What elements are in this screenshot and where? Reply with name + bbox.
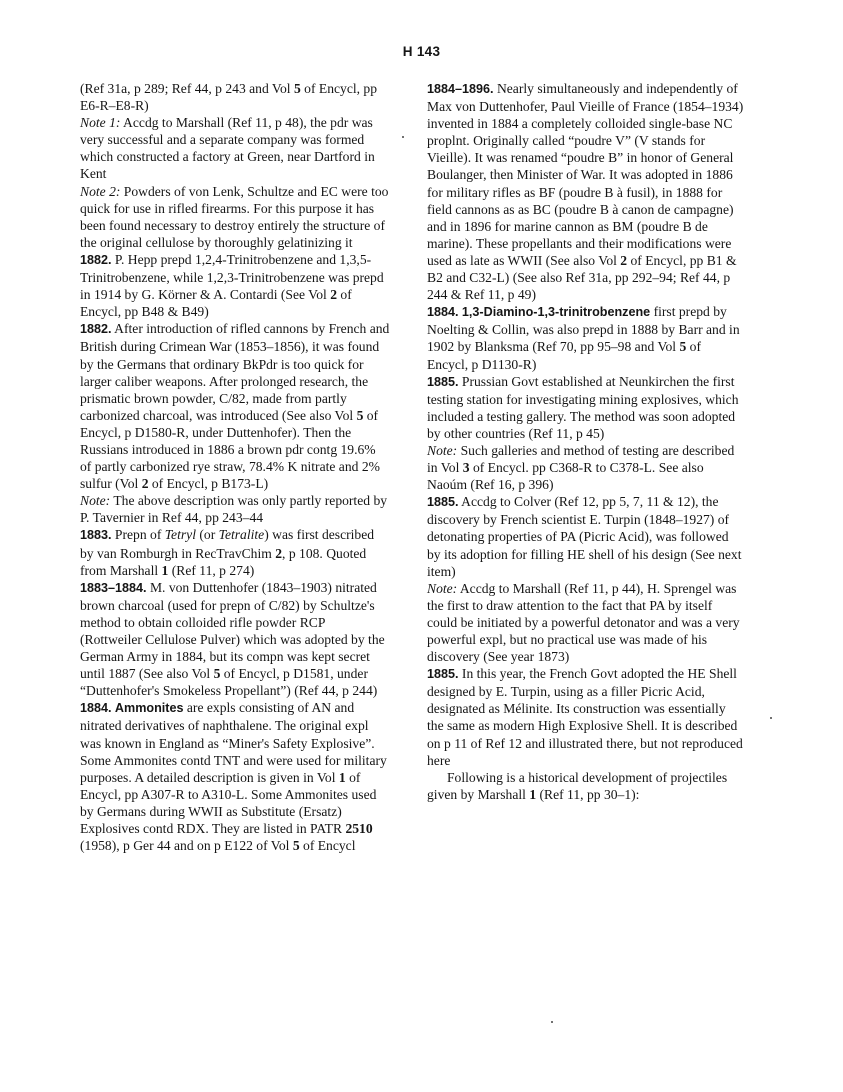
entry-1885-turpin-picric-acid: 1885. Accdg to Colver (Ref 12, pp 5, 7, 11 & 12), the discovery by French scientist E. Turpin (1848–1927) of detonating properties of PA (Picric Acid), was followed by its adoption for filling HE shell of his design (See next item) [427, 494, 742, 579]
scan-speck [551, 1021, 553, 1023]
entry-1882-brown-powder: 1882. After introduction of rifled cannons by French and British during Crimean War (1853–1856), it was found by the Germans that ordinary BkPdr is too quick for larger caliber weapons. After prolonged research, the prismatic brown powder, C/82, made from partly carbonized charcoal, was introduced (See also Vol 5 of Encycl, p D1580-R, under Duttenhofer). Then the Russians introduced in 1886 a brown pdr contg 19.6% of partly carbonized rye straw, 78.4% K nitrate and 2% sulfur (Vol 2 of Encycl, p B173-L) [80, 321, 390, 492]
left-column [80, 80, 390, 854]
page-number-header: H 143 [402, 44, 441, 59]
note-sprengel: Note: Accdg to Marshall (Ref 11, p 44), H. Sprengel was the first to draw attention to the fact that PA by itself could be initiated by a powerful detonator and was a very powerful expl, but no practical use was made of his discovery (See year 1873) [427, 580, 740, 665]
scan-speck [402, 136, 404, 138]
note-tavernier: Note: The above description was only partly reported by P. Tavernier in Ref 44, pp 243–44 [80, 493, 388, 526]
entry-1883-1884-duttenhofer: 1883–1884. M. von Duttenhofer (1843–1903) nitrated brown charcoal (used for prepn of C/82) by Schultze's method to obtain colloided rifle powder RCP (Rottweiler Cellulose Pulver) which was adopted by the German Army in 1884, but its compn was kept secret until 1887 (See also Vol 5 of Encycl, p D1581, under “Duttenhofer's Smokeless Propellant”) (Ref 44, p 244) [80, 579, 385, 699]
note-1: Note 1: Accdg to Marshall (Ref 11, p 48), the pdr was very successful and a separate company was formed which constructed a factory at Green, near Dartford in Kent [80, 115, 375, 182]
note-2: Note 2: Powders of von Lenk, Schultze and EC were too quick for use in rifled firearms. For this purpose it has been found necessary to destroy entirely the structure of the original cellulose by thoroughly gelatinizing it [80, 183, 389, 250]
right-column [427, 80, 745, 803]
entry-1885-testing-station: 1885. Prussian Govt established at Neunkirchen the first testing station for investigating mining explosives, which included a testing gallery. The method was soon adopted by other countries (Ref 11, p 45) [427, 373, 739, 441]
entry-1884-ammonites: 1884. Ammonites are expls consisting of AN and nitrated derivatives of naphthalene. The original expl was known in England as “Miner's Safety Explosive”. Some Ammonites contd TNT and were used for military purposes. A detailed description is given in Vol 1 of Encycl, pp A307-R to A310-L. Some Ammonites used by Germans during WWII as Substitute (Ersatz) Explosives contd RDX. They are listed in PATR 2510 (1958), p Ger 44 and on p E122 of Vol 5 of Encycl [80, 700, 387, 854]
entry-1882-trinitrobenzene: 1882. P. Hepp prepd 1,2,4-Trinitrobenzene and 1,3,5-Trinitrobenzene, while 1,2,3-Trinitrobenzene was prepd in 1914 by G. Körner & A. Contardi (See Vol 2 of Encycl, pp B48 & B49) [80, 251, 384, 320]
note-galleries: Note: Such galleries and method of testing are described in Vol 3 of Encycl. pp C368-R to C378-L. See also Naoúm (Ref 16, p 396) [427, 442, 735, 493]
entry-1884-1896-vieille: 1884–1896. Nearly simultaneously and independently of Max von Duttenhofer, Paul Vieille of France (1854–1934) invented in 1884 a completely colloided single-base NC proplnt. Originally called “poudre V” (V stands for Vieille). It was renamed “poudre B” in honor of General Boulanger, then Minister of War. It was adopted in 1886 for military rifles as BF (poudre B à fusil), in 1888 for field cannons as as BC (poudre B à canon de campagne) and in 1896 for marine cannon as BM (poudre B de marine). These propellants and their modifications were used as late as WWII (See also Vol 2 of Encycl, pp B1 & B2 and C32-L) (See also Ref 31a, pp 292–94; Ref 44, p 244 & Ref 11, p 49) [427, 81, 744, 303]
entry-1883-tetryl: 1883. Prepn of Tetryl (or Tetralite) was first described by van Romburgh in RecTravChim 2, p 108. Quoted from Marshall 1 (Ref 11, p 274) [80, 527, 375, 578]
paragraph-reference-continuation: (Ref 31a, p 289; Ref 44, p 243 and Vol 5 of Encycl, pp E6-R–E8-R) [80, 81, 378, 114]
entry-1885-he-shell: 1885. In this year, the French Govt adopted the HE Shell designed by E. Turpin, using as a filler Picric Acid, designated as Mélinite. Its construction was essentially the same as modern High Explosive Shell. It is described on p 11 of Ref 12 and illustrated there, but not reproduced here [427, 666, 743, 768]
paragraph-projectile-development: Following is a historical development of projectiles given by Marshall 1 (Ref 11, pp 30–1): [427, 769, 728, 802]
scan-speck [770, 717, 772, 719]
entry-1884-diamino-trinitrobenzene: 1884. 1,3-Diamino-1,3-trinitrobenzene first prepd by Noelting & Collin, was also prepd in 1888 by Barr and in 1902 by Blanksma (Ref 70, pp 95–98 and Vol 5 of Encycl, p D1130-R) [427, 304, 740, 372]
